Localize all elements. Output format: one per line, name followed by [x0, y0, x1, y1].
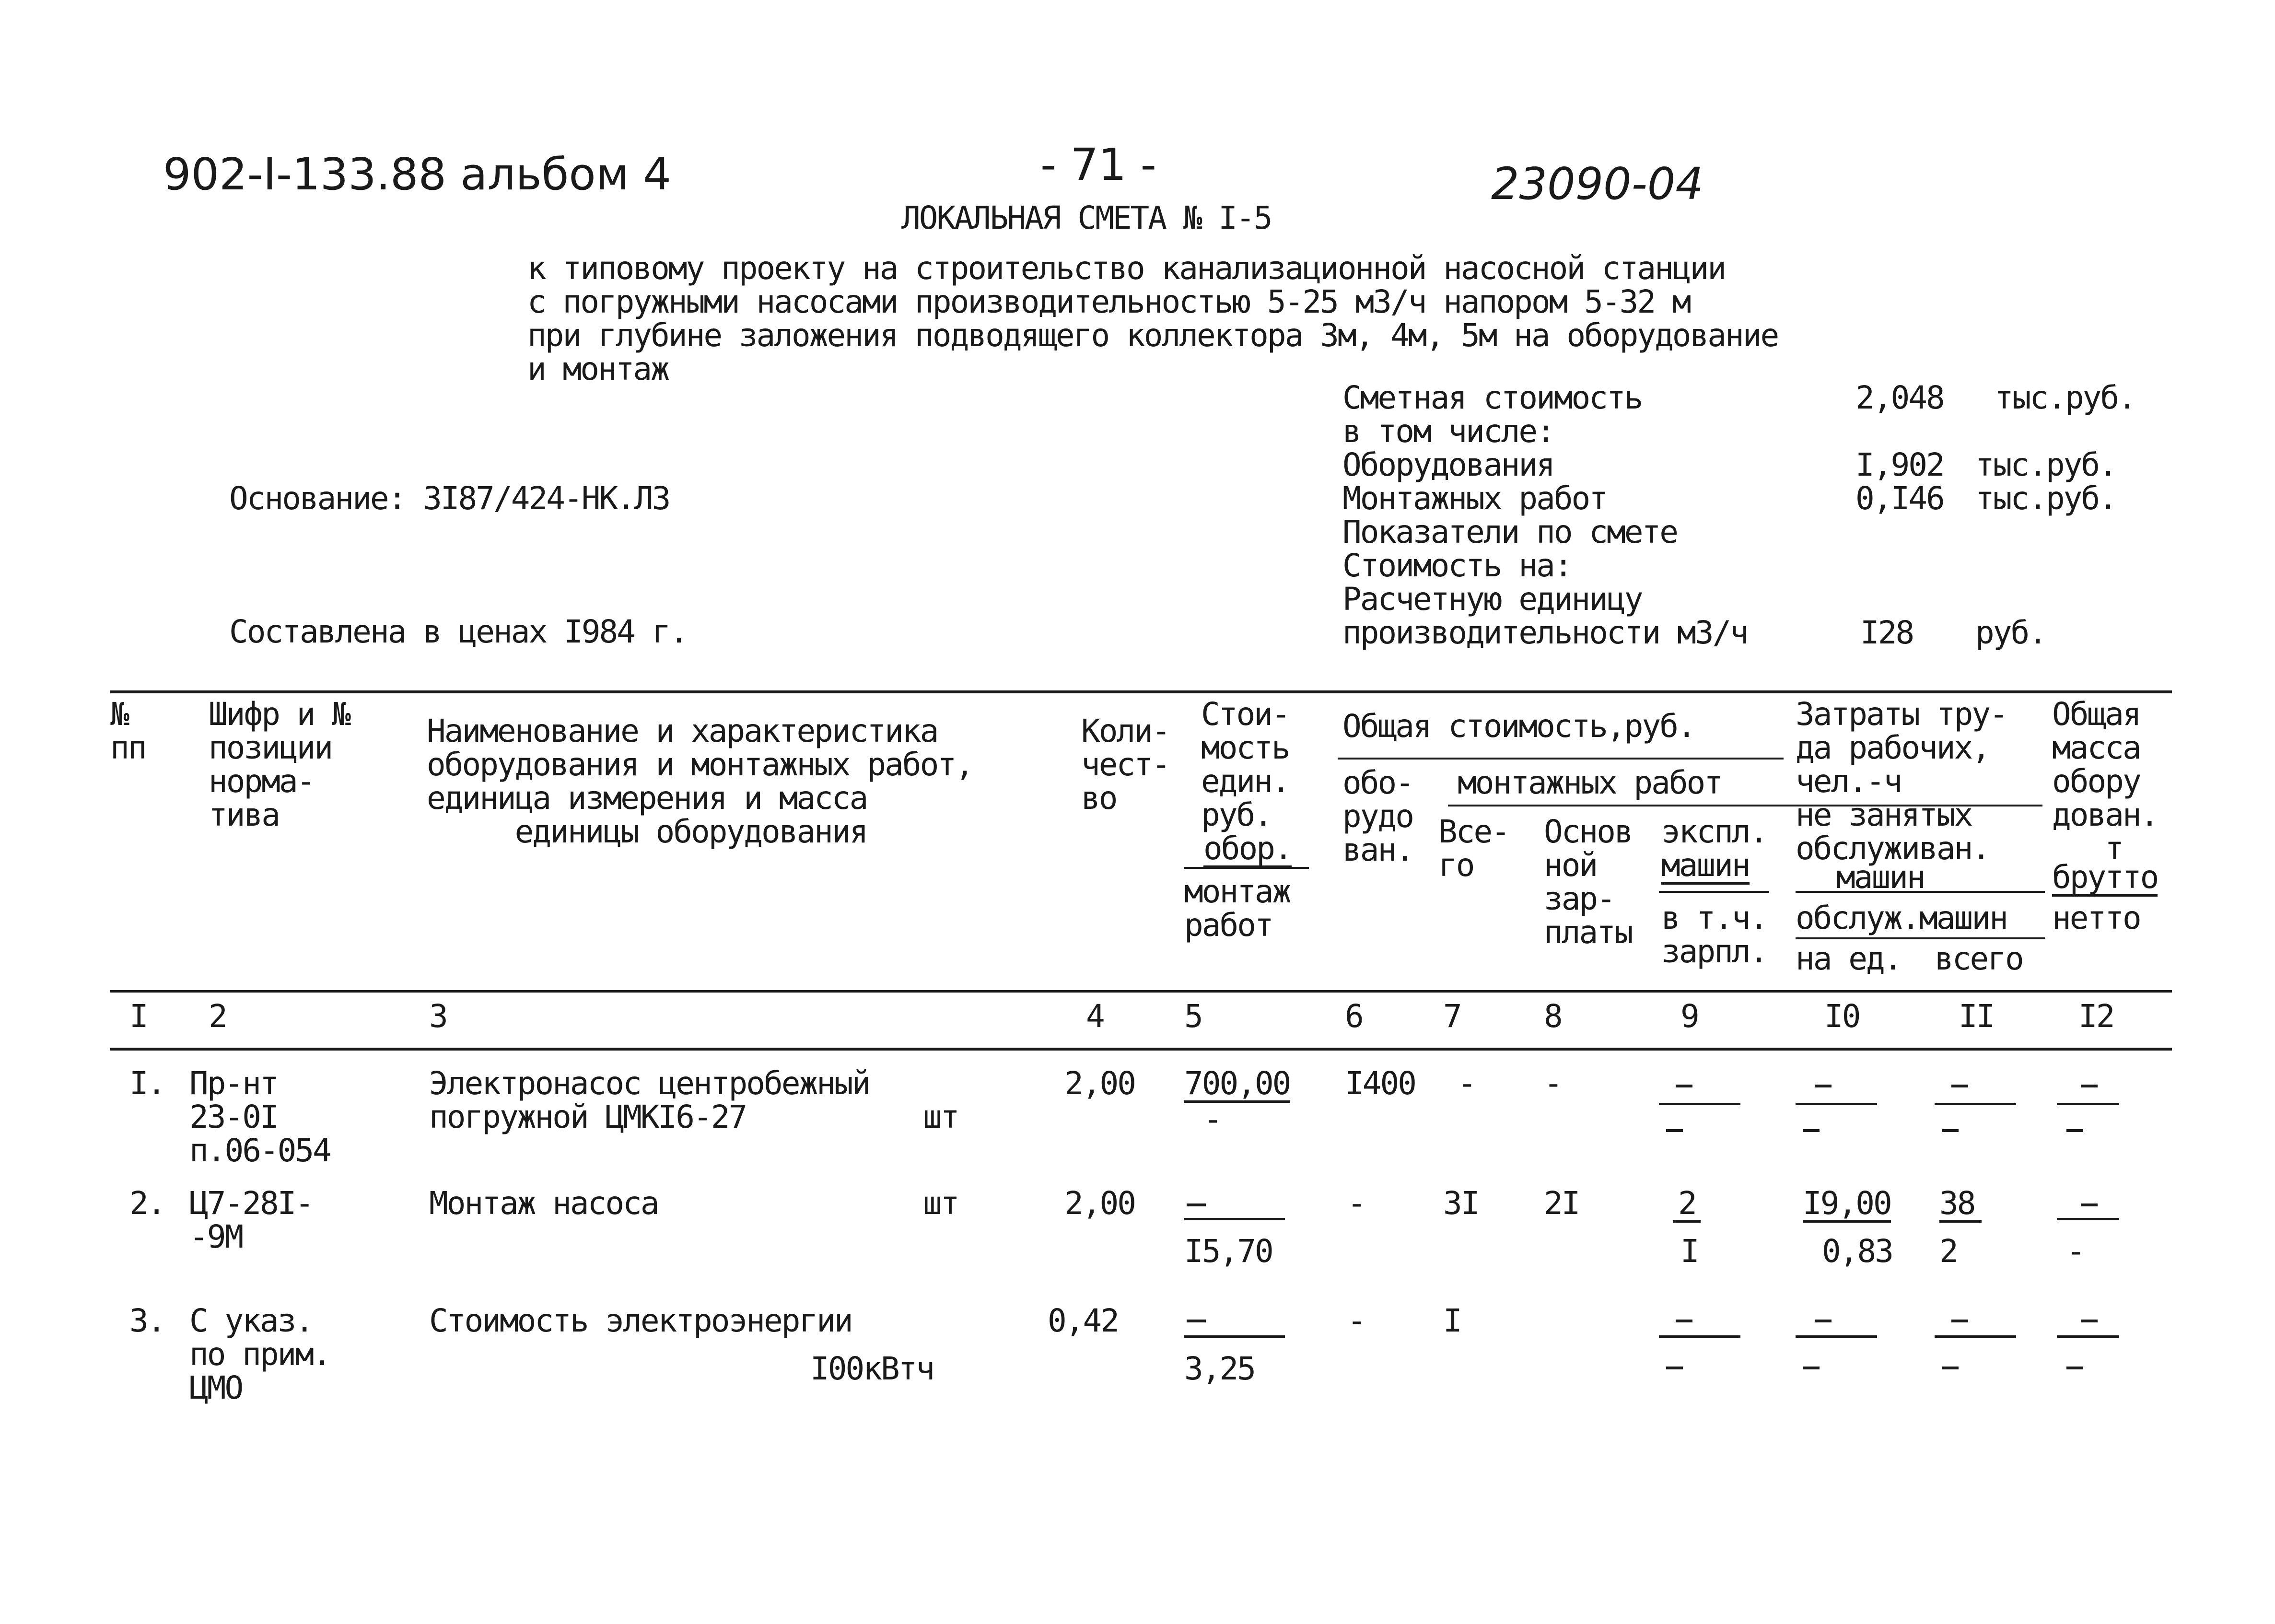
col-header-labor: Затраты тру- да рабочих, чел.-ч не занятых обслуживан.: [1796, 696, 2007, 867]
summary-total-label: Сметная стоимость: [1342, 379, 1642, 416]
summary-indicators-label: Показатели по смете: [1342, 514, 1677, 550]
table-top-rule: [110, 690, 2172, 693]
column-number: 6: [1345, 998, 1363, 1035]
labor-sub-rule: [1796, 937, 2045, 939]
row-mass-top-dash: [2081, 1085, 2098, 1087]
row-mass-top-dash: [2081, 1320, 2098, 1322]
row-machines-top-dash: [1676, 1320, 1692, 1322]
col-header-number: № пп: [110, 696, 146, 766]
summary-equip-label: Оборудования: [1342, 446, 1554, 483]
column-number: I0: [1824, 998, 1860, 1035]
row-machines-top-dash: [1676, 1085, 1692, 1087]
registry-number: 23090-04: [1491, 158, 1703, 210]
description: [527, 252, 1778, 386]
row-cost-base: -: [1544, 1065, 1562, 1102]
row-unit: I00кВтч: [810, 1350, 934, 1387]
col-header-total: всего: [1935, 940, 2023, 977]
column-number: 7: [1443, 998, 1461, 1035]
header-bottom-rule: [110, 990, 2172, 993]
col-header-machines-salary: в т.ч. зарпл.: [1661, 900, 1767, 970]
row-quantity: 2,00: [1064, 1185, 1135, 1222]
column-number: 2: [209, 998, 226, 1035]
summary-total-unit: тыс.руб.: [1995, 379, 2135, 416]
row-mass-bottom-dash: [2066, 1367, 2083, 1369]
col-header-labor-machines: машин: [1836, 859, 1925, 896]
row-mass-bottom: -: [2066, 1233, 2084, 1270]
row-labor-total-bottom-dash: [1942, 1367, 1959, 1369]
column-number: 9: [1680, 998, 1698, 1035]
col-header-code: Шифр и № позиции норма- тива: [209, 696, 350, 833]
row-cost-all: I: [1443, 1302, 1461, 1339]
row-unit: шт: [923, 1098, 958, 1135]
row-machines-bottom: I: [1680, 1233, 1698, 1270]
row-cost-equip: -: [1347, 1185, 1365, 1222]
prices-year: Составлена в ценах I984 г.: [229, 613, 688, 650]
col-header-per-unit: на ед.: [1796, 940, 1902, 977]
summary-productivity-unit: руб.: [1975, 614, 2046, 651]
row-quantity: 2,00: [1064, 1065, 1135, 1102]
description-line: с погружными насосами производительностью 5-25 м3/ч напором 5-32 м: [527, 283, 1690, 320]
row-price-rule: [1184, 1335, 1285, 1338]
col-header-equipment: обо- рудо ван.: [1342, 764, 1413, 868]
row-price-rule: [1184, 1218, 1285, 1220]
row-number: 2.: [129, 1185, 165, 1222]
row-price-equip-dash: [1187, 1203, 1206, 1206]
row-code: С указ. по прим. ЦМО: [189, 1302, 330, 1406]
summary-equip-unit: тыс.руб.: [1975, 446, 2116, 483]
row-number: 3.: [129, 1302, 165, 1339]
row-machines-top: 2: [1673, 1187, 1701, 1223]
col-header-name: Наименование и характеристика оборудования и монтажных работ, единица измерения и масса единицы оборудования: [427, 713, 973, 850]
row-mass-bottom-dash: [2066, 1129, 2083, 1132]
row-name: Монтаж насоса: [429, 1185, 658, 1222]
machines-split-rule: [1659, 891, 1769, 893]
row-price-install: -: [1203, 1101, 1221, 1138]
row-mass-rule: [2057, 1335, 2119, 1338]
col-header-brutto: брутто: [2052, 859, 2158, 896]
page-title: ЛОКАЛЬНАЯ СМЕТА № I-5: [901, 199, 1272, 236]
col-header-all: Все- го: [1438, 813, 1509, 884]
row-cost-all: 3I: [1443, 1185, 1479, 1222]
col-header-labor-service: обслуж.машин: [1796, 900, 2007, 936]
column-number: II: [1959, 998, 1994, 1035]
column-number: 3: [429, 998, 447, 1035]
column-number: I: [129, 998, 147, 1035]
row-mass-top-dash: [2081, 1203, 2098, 1206]
summary-block: [1342, 381, 1748, 650]
row-labor-unit-top-dash: [1815, 1320, 1832, 1322]
total-cost-rule: [1338, 758, 1784, 759]
summary-equip-value: I,902: [1855, 446, 1944, 483]
summary-total-value: 2,048: [1855, 379, 1944, 416]
row-machines-rule: [1659, 1103, 1740, 1105]
summary-install-label: Монтажных работ: [1342, 480, 1607, 517]
row-cost-base: 2I: [1544, 1185, 1579, 1222]
row-unit: шт: [923, 1185, 958, 1222]
row-labor-unit-bottom: 0,83: [1822, 1233, 1892, 1270]
row-cost-equip: I400: [1345, 1065, 1415, 1102]
col-header-unit-price-install: монтаж работ: [1184, 873, 1290, 944]
summary-cost-per-label: Стоимость на:: [1342, 547, 1572, 584]
row-labor-unit-bottom-dash: [1803, 1367, 1820, 1369]
column-numbers-rule: [110, 1048, 2172, 1051]
summary-install-unit: тыс.руб.: [1975, 480, 2116, 517]
row-code: Ц7-28I- -9М: [189, 1185, 313, 1255]
row-mass-rule: [2057, 1218, 2119, 1220]
summary-productivity-label: производительности м3/ч: [1342, 614, 1748, 651]
column-number: 4: [1086, 998, 1104, 1035]
row-labor-unit-bottom-dash: [1803, 1129, 1820, 1132]
row-price-equip: 700,00: [1184, 1065, 1290, 1102]
row-labor-unit-top-dash: [1815, 1085, 1832, 1087]
row-mass-rule: [2057, 1103, 2119, 1105]
row-labor-total-top: 38: [1939, 1187, 1982, 1223]
row-labor-total-top-dash: [1951, 1085, 1968, 1087]
row-labor-unit-top: I9,00: [1803, 1185, 1891, 1222]
row-number: I.: [129, 1065, 165, 1102]
page-number: - 71 -: [1040, 139, 1156, 190]
col-header-install-works: монтажных работ: [1458, 764, 1722, 801]
column-number: 5: [1184, 998, 1202, 1035]
row-code: Пр-нт 23-0I п.06-054: [189, 1065, 330, 1169]
description-line: и монтаж: [527, 351, 668, 387]
col-header-unit-price-equip: обор.: [1203, 830, 1292, 867]
row-machines-bottom-dash: [1666, 1367, 1683, 1369]
row-machines-bottom-dash: [1666, 1129, 1683, 1132]
description-line: при глубине заложения подводящего коллектора 3м, 4м, 5м на оборудование: [527, 317, 1778, 354]
row-cost-all: -: [1458, 1065, 1475, 1102]
row-cost-equip: -: [1347, 1302, 1365, 1339]
row-labor-total-bottom-dash: [1942, 1129, 1959, 1132]
col-header-quantity: Коли- чест- во: [1081, 713, 1169, 817]
summary-install-value: 0,I46: [1855, 480, 1944, 517]
row-price-install: I5,70: [1184, 1233, 1272, 1270]
col-header-base-salary: Основ ной зар- платы: [1544, 813, 1632, 951]
col-header-netto: нетто: [2052, 900, 2140, 936]
row-labor-total-rule: [1935, 1103, 2016, 1105]
col-header-mass: Общая масса обору дован. т: [2052, 696, 2158, 867]
row-labor-unit-rule: [1796, 1103, 1877, 1105]
row-price-install: 3,25: [1184, 1350, 1255, 1387]
document-code: 902-I-133.88 альбом 4: [163, 149, 671, 200]
column-number: 8: [1544, 998, 1562, 1035]
basis: Основание: 3I87/424-НК.ЛЗ: [229, 480, 670, 517]
summary-incl-label: в том числе:: [1342, 413, 1554, 450]
col-header-unit-price: Стои- мость един. руб.: [1201, 696, 1289, 833]
row-labor-total-bottom: 2: [1939, 1233, 1957, 1270]
col-header-machines-a: экспл.: [1661, 813, 1767, 850]
row-labor-total-top-dash: [1951, 1320, 1968, 1322]
col-header-total-cost: Общая стоимость,руб.: [1342, 708, 1695, 745]
column-number: I2: [2078, 998, 2114, 1035]
row-price-equip-dash: [1187, 1320, 1206, 1322]
summary-productivity-value: I28: [1860, 614, 1913, 651]
row-machines-rule: [1659, 1335, 1740, 1338]
row-name: Электронасос центробежный погружной ЦМКI6-27: [429, 1065, 870, 1135]
summary-unit-label: Расчетную единицу: [1342, 581, 1642, 618]
description-line: к типовому проекту на строительство канализационной насосной станции: [527, 250, 1726, 287]
row-labor-unit-rule: [1796, 1335, 1877, 1338]
row-labor-total-rule: [1935, 1335, 2016, 1338]
row-name: Стоимость электроэнергии: [429, 1302, 852, 1339]
col-header-machines-b: машин: [1661, 847, 1750, 884]
row-quantity: 0,42: [1048, 1302, 1118, 1339]
